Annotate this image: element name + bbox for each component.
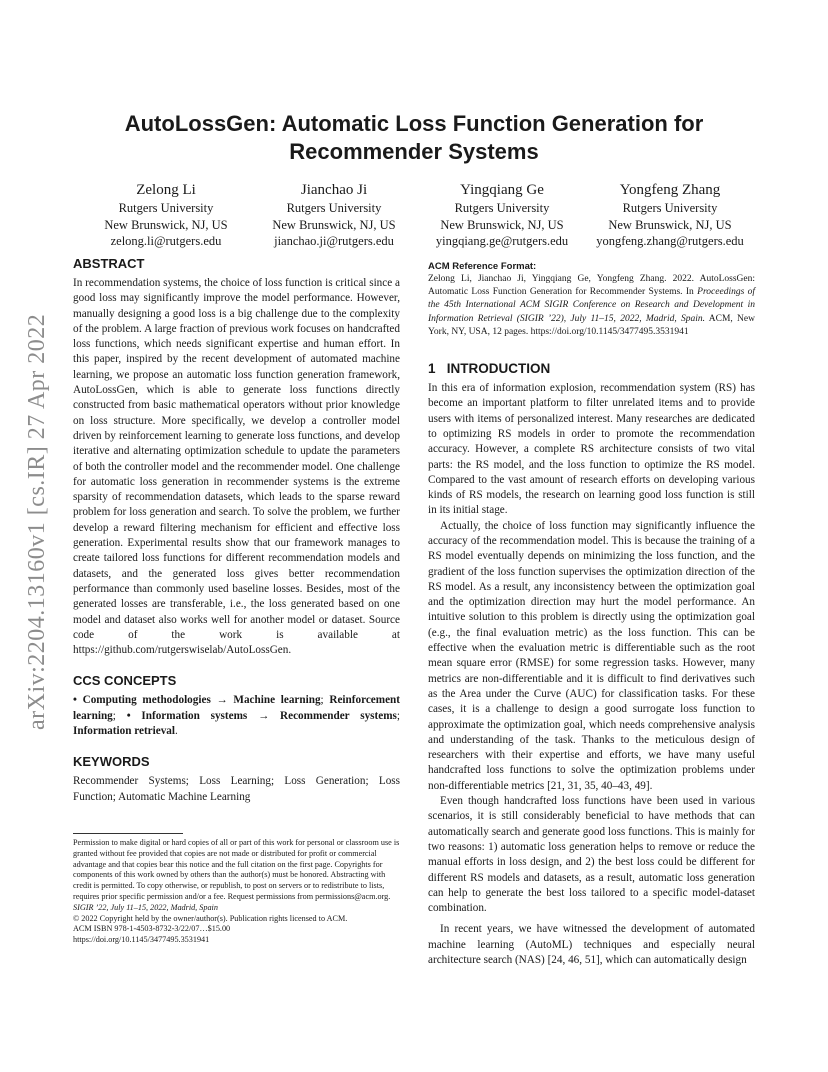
ccs-item: • Computing methodologies → Machine learning [73,694,321,707]
intro-paragraph-1: In this era of information explosion, recommendation system (RS) has become an important platform to filter unrelated items and to provide users with items of personalized interest. Many researches are dedicated to optimizing RS models in order to promote the recommendation accuracy. However, a complete RS architecture consists of two vital parts: the RS model, and the loss function to optimize the RS model. Compared to the vast amount of research efforts on developing various kinds of RS models, the research on learning good loss function is still in its initial stage. [428,382,755,517]
permission-notice: Permission to make digital or hard copies of all or part of this work for personal or classroom use is granted without fee provided that copies are not made or distributed for profit or commercial advantage and that copies bear this notice and the full citation on the first page. Copyrights for components of this work owned by others than the author(s) must be honored. Abstracting with credit is permitted. To copy otherwise, or republish, to post on servers or to redistribute to lists, requires prior specific permission and/or a fee. Request permissions from permissions@acm.org. [73,838,400,901]
right-column [428,260,755,968]
author-affiliation: Rutgers University [286,201,382,215]
author-name: Zelong Li [136,182,196,198]
ccs-heading: CCS CONCEPTS [73,673,177,689]
acm-reference-text [428,273,755,339]
author-2 [250,180,418,250]
left-column [73,256,400,805]
author-3 [418,180,586,250]
acm-ref-part: ACM, New York, NY, USA, 12 pages. https://doi.org/10.1145/3477495.3531941 [428,313,755,337]
author-email[interactable]: zelong.li@rutgers.edu [110,234,222,248]
author-location: New Brunswick, NJ, US [104,217,228,232]
abstract-heading: ABSTRACT [73,256,145,271]
author-email[interactable]: yongfeng.zhang@rutgers.edu [596,234,744,248]
ccs-separator: ; [396,709,400,722]
ccs-item: Reinforcement learning [73,694,400,722]
ccs-separator: ; [320,694,330,707]
author-email[interactable]: jianchao.ji@rutgers.edu [274,234,394,248]
intro-paragraph-2: Actually, the choice of loss function may significantly influence the accuracy of the recommendation model. This is because the training of a RS model eventually depends on minimizing the loss function, and the gradient of the loss function supervises the optimization direction of the RS model. As a result, any inconsistency between the optimization goal and the optimization direction may hurt the model performance. An intuitive solution to this problem is directly using the optimization goal (e.g., the final evaluation metric) as the loss function. This can be effective when the evaluation metric is differentiable such as the root mean square error (RMSE) for some regression tasks. However, many metrics are non-differentiable and it is difficult to find derivatives such as the Area under the Curve (AUC) for classification tasks. For these cases, it is a challenge to design a good surrogate loss function to approximate the optimization goal, which needs comprehensive analysis and understanding of the task. Thanks to the meticulous design of researchers with their expertise and efforts, we have many useful handcrafted loss functions to solve the optimization problems under non-differentiable metrics [21, 31, 35, 40–43, 49]. [428,519,755,792]
ccs-item: Information retrieval [73,725,176,738]
intro-paragraph-4: In recent years, we have witnessed the development of automated machine learning (AutoML) techniques and especially neural architecture search (NAS) [24, 46, 51], which can automatically design [428,923,755,966]
introduction-heading: 1 INTRODUCTION [428,361,551,377]
author-affiliation: Rutgers University [118,201,214,215]
author-name: Yongfeng Zhang [619,182,721,198]
author-location: New Brunswick, NJ, US [440,217,564,232]
author-affiliation: Rutgers University [454,201,550,215]
keywords-text: Recommender Systems; Loss Learning; Loss Generation; Loss Function; Automatic Machine Learning [73,775,400,803]
abstract-text: In recommendation systems, the choice of loss function is critical since a good loss may significantly improve the model performance. However, manually designing a good loss is a big challenge due to the complexity of the problem. A large fraction of previous work focuses on handcrafted loss functions, which needs significant expertise and human effort. In this paper, inspired by the recent development of automated machine learning, we propose an automatic loss function generation framework, AutoLossGen, which is able to generate loss functions directly constructed from basic mathematical operators without prior knowledge on loss structure. More specifically, we develop a controller model driven by reinforcement learning to generate loss functions, and develop iterative and alternating optimization schedule to update the parameters of both the controller model and the recommender model. One challenge for automatic loss generation in recommender systems is the extreme sparsity of recommendation datasets, which leads to the sparse reward problem for loss generation and search. To solve the problem, we further develop a reward filtering mechanism for efficient and effective loss generation. Experimental results show that our framework manages to create tailored loss functions for different recommendation models and datasets, and the generated loss gives better recommendation performance than commonly used baseline losses. Besides, most of the generated losses are transferable, i.e., the loss generated based on one model and dataset also works well for another model or dataset. Source code of the work is available at https://github.com/rutgerswiselab/AutoLossGen. [73,277,400,657]
copyright-line: © 2022 Copyright held by the owner/author(s). Publication rights licensed to ACM. [73,913,348,923]
paper-title: AutoLossGen: Automatic Loss Function Generation for Recommender Systems [124,111,704,164]
ccs-end: . [175,725,178,738]
author-name: Yingqiang Ge [460,182,544,198]
footnote-rule [73,833,183,834]
author-4 [586,180,754,250]
acm-ref-proceedings: Proceedings of the 45th International ACM SIGIR Conference on Research and Development in Information Retrieval (SIGIR ’22), July 11–15, 2022, Madrid, Spain. [428,287,755,324]
author-name: Jianchao Ji [300,182,368,198]
author-location: New Brunswick, NJ, US [608,217,732,232]
ccs-separator: ; [112,709,127,722]
author-1 [82,180,250,250]
author-email[interactable]: yingqiang.ge@rutgers.edu [435,234,569,248]
arxiv-stamp[interactable]: arXiv:2204.13160v1 [cs.IR] 27 Apr 2022 [24,313,50,730]
isbn-line: ACM ISBN 978-1-4503-8732-3/22/07…$15.00 [73,924,231,934]
doi-link[interactable]: https://doi.org/10.1145/3477495.3531941 [73,935,210,945]
acm-reference-heading: ACM Reference Format: [428,261,537,272]
intro-paragraph-3: Even though handcrafted loss functions have been used in various scenarios, it is still considerably beneficial to have methods that can automatically search and generate good loss functions. This is mainly for two reasons: 1) automatic loss generation helps to remove or reduce the manual efforts in loss design, and 2) the best loss could be different for different RS models and datasets, as a result, automatic loss generation can help to generate the best loss tailored to a specific model-dataset combination. [428,795,755,915]
acm-ref-part: Zelong Li, Jianchao Ji, Yingqiang Ge, Yongfeng Zhang. 2022. AutoLossGen: Automatic Loss Function Generation for Recommender Systems. In [428,274,755,298]
author-block [82,180,754,250]
keywords-heading: KEYWORDS [73,754,150,770]
ccs-concepts [73,693,400,739]
ccs-item: • Information systems → Recommender systems [126,709,397,722]
author-affiliation: Rutgers University [622,201,718,215]
venue-line: SIGIR ’22, July 11–15, 2022, Madrid, Spain [73,902,218,912]
author-location: New Brunswick, NJ, US [272,217,396,232]
copyright-footnote [73,838,400,946]
